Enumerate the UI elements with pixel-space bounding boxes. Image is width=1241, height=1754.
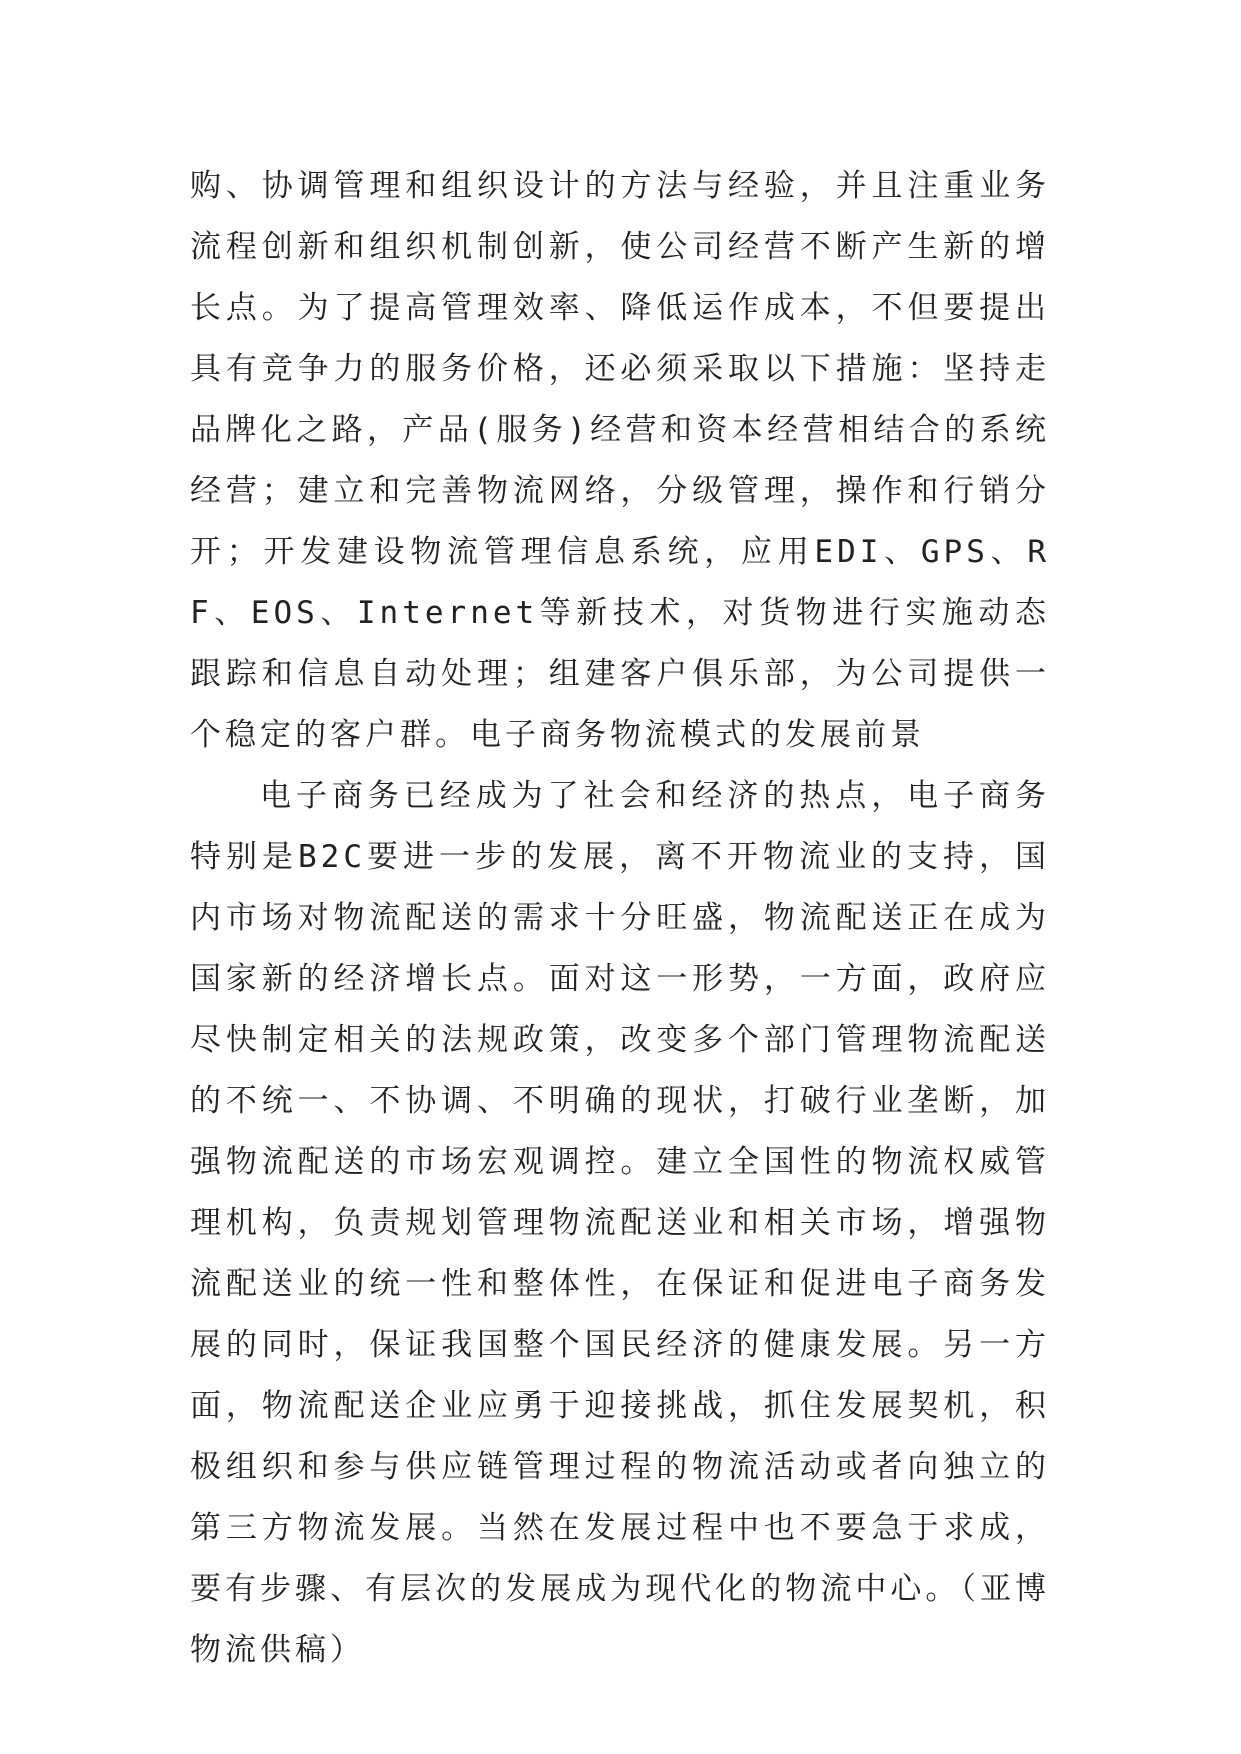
paragraph-ecommerce-logistics: 电子商务已经成为了社会和经济的热点，电子商务特别是B2C要进一步的发展，离不开物流业的支持，国内市场对物流配送的需求十分旺盛，物流配送正在成为国家新的经济增长点。面对这一形势，一方面，政府应尽快制定相关的法规政策，改变多个部门管理物流配送的不统一、不协调、不明确的现状，打破行业垄断，加强物流配送的市场宏观调控。建立全国性的物流权威管理机构，负责规划管理物流配送业和相关市场，增强物流配送业的统一性和整体性，在保证和促进电子商务发展的同时，保证我国整个国民经济的健康发展。另一方面，物流配送企业应勇于迎接挑战，抓住发展契机，积极组织和参与供应链管理过程的物流活动或者向独立的第三方物流发展。当然在发展过程中也不要急于求成，要有步骤、有层次的发展成为现代化的物流中心。（亚博物流供稿）: [190, 778, 1050, 1668]
paragraph-continued: 购、协调管理和组织设计的方法与经验，并且注重业务流程创新和组织机制创新，使公司经营不断产生新的增长点。为了提高管理效率、降低运作成本，不但要提出具有竞争力的服务价格，还必须采取以下措施：坚持走品牌化之路，产品(服务)经营和资本经营相结合的系统经营；建立和完善物流网络，分级管理，操作和行销分开；开发建设物流管理信息系统，应用EDI、GPS、RF、EOS、Internet等新技术，对货物进行实施动态跟踪和信息自动处理；组建客户俱乐部，为公司提供一个稳定的客户群。电子商务物流模式的发展前景: [190, 168, 1050, 753]
body-text: [190, 156, 1050, 1681]
